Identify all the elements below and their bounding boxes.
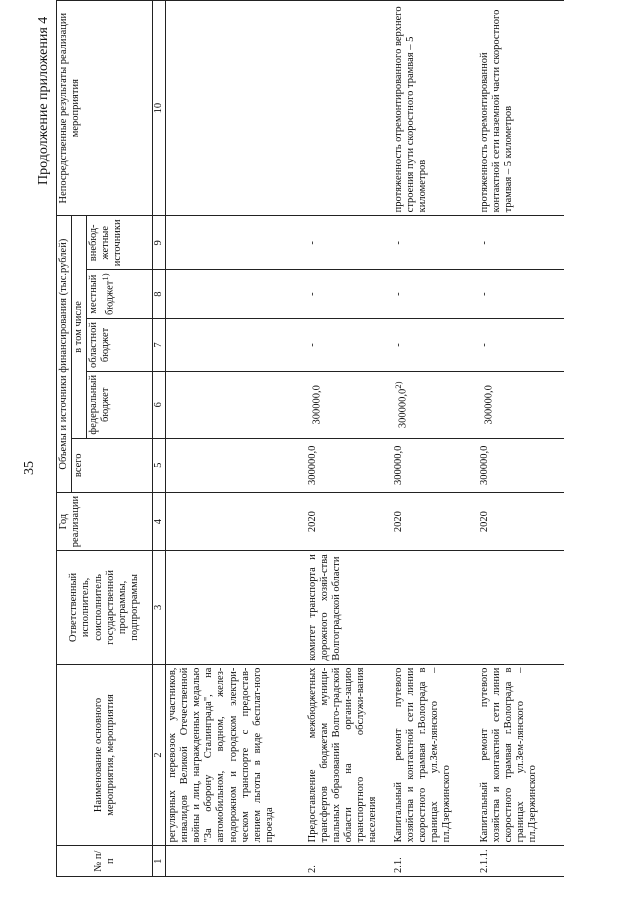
row-total: 300000,0	[392, 438, 478, 492]
row-total: 300000,0	[306, 438, 392, 492]
row-federal: 300000,0	[306, 371, 392, 438]
column-number: 5	[153, 438, 166, 492]
table-row	[478, 1, 564, 877]
row-regional: -	[392, 318, 478, 371]
row-federal: 300000,0	[478, 371, 564, 438]
column-number: 6	[153, 371, 166, 438]
row-offbudget	[166, 216, 306, 270]
row-name: Капитальный ремонт путевого хозяйства и контактной сети линии скоростного трамвая г.Волограда в границах ул.Зем-лянского – пл.Дзержинского	[392, 664, 478, 846]
column-number-row	[153, 1, 166, 877]
column-number: 2	[153, 664, 166, 846]
row-offbudget: -	[478, 216, 564, 270]
header-total: всего	[72, 438, 153, 492]
row-total: 300000,0	[478, 438, 564, 492]
row-local: -	[392, 270, 478, 319]
header-year: Год реализации	[57, 492, 153, 550]
row-name: регулярных перевозок участников, инвалидов Великой Отечественной войны и лиц, награжденных медалью "За оборону Сталинграда", на автомобильном, водном, желез-нодорожном и городском электри-ческом транспорте с предостав-лением льготы в виде бесплат-ного проезда	[166, 664, 306, 846]
header-results: Непосредственные результаты реализации мероприятия	[57, 1, 153, 216]
page-number: 35	[22, 461, 37, 475]
row-offbudget: -	[306, 216, 392, 270]
row-no: 2.1.1.	[478, 846, 564, 877]
header-funding: Объемы и источники финансирования (тыс.рублей)	[57, 216, 72, 493]
header-no: № п/п	[57, 846, 153, 877]
header-row-1	[57, 1, 72, 877]
header-federal: федеральный бюджет	[87, 371, 153, 438]
continuation-title: Продолжение приложения 4	[36, 16, 51, 185]
row-no: 2.	[306, 846, 392, 877]
row-year: 2020	[392, 492, 478, 550]
header-offbudget: внебюд-жетные источники	[87, 216, 153, 270]
row-local: -	[478, 270, 564, 319]
row-federal	[166, 371, 306, 438]
row-regional	[166, 318, 306, 371]
row-executor	[392, 551, 478, 664]
row-name: Предоставление межбюджетных трансфертов бюджетам муници-пальных образований Волго-градской области на органи-зацию транспортного обслужи-вания населения	[306, 664, 392, 846]
row-name: Капитальный ремонт путевого хозяйства и контактной сети линии скоростного трамвая г.Волограда в границах ул.Зем-лянского – пл.Дзержинского	[478, 664, 564, 846]
row-executor	[478, 551, 564, 664]
column-number: 8	[153, 270, 166, 319]
header-local: местный бюджет$^{1)}$	[87, 270, 153, 319]
column-number: 3	[153, 551, 166, 664]
row-local: -	[306, 270, 392, 319]
header-including: в том числе	[72, 216, 87, 438]
row-result: протяженность отремонтированной контактной сети наземной части скоростного трамвая – 5 километров	[478, 1, 564, 216]
row-year: 2020	[478, 492, 564, 550]
table-row	[306, 1, 392, 877]
row-no	[166, 846, 306, 877]
row-result	[166, 1, 306, 216]
row-regional: -	[478, 318, 564, 371]
header-regional: областной бюджет	[87, 318, 153, 371]
row-offbudget: -	[392, 216, 478, 270]
table-row	[392, 1, 478, 877]
column-number: 9	[153, 216, 166, 270]
row-year	[166, 492, 306, 550]
column-number: 7	[153, 318, 166, 371]
column-number: 10	[153, 1, 166, 216]
row-result: протяженность отремонтированного верхнего строения пути скоростного трамвая – 5 километров	[392, 1, 478, 216]
row-result	[306, 1, 392, 216]
row-federal: 300000,0$^{2)}$	[392, 371, 478, 438]
row-no: 2.1.	[392, 846, 478, 877]
row-total	[166, 438, 306, 492]
column-number: 4	[153, 492, 166, 550]
header-name: Наименование основного мероприятия, мероприятия	[57, 664, 153, 846]
row-year: 2020	[306, 492, 392, 550]
row-regional: -	[306, 318, 392, 371]
program-table	[56, 0, 564, 877]
header-executor: Ответственный исполнитель, соисполнитель государственной программы, подпрограммы	[57, 551, 153, 664]
row-executor: комитет транспорта и дорожного хозяй-ства Волгоградской области	[306, 551, 392, 664]
row-local	[166, 270, 306, 319]
row-executor	[166, 551, 306, 664]
table-row	[166, 1, 306, 877]
column-number: 1	[153, 846, 166, 877]
